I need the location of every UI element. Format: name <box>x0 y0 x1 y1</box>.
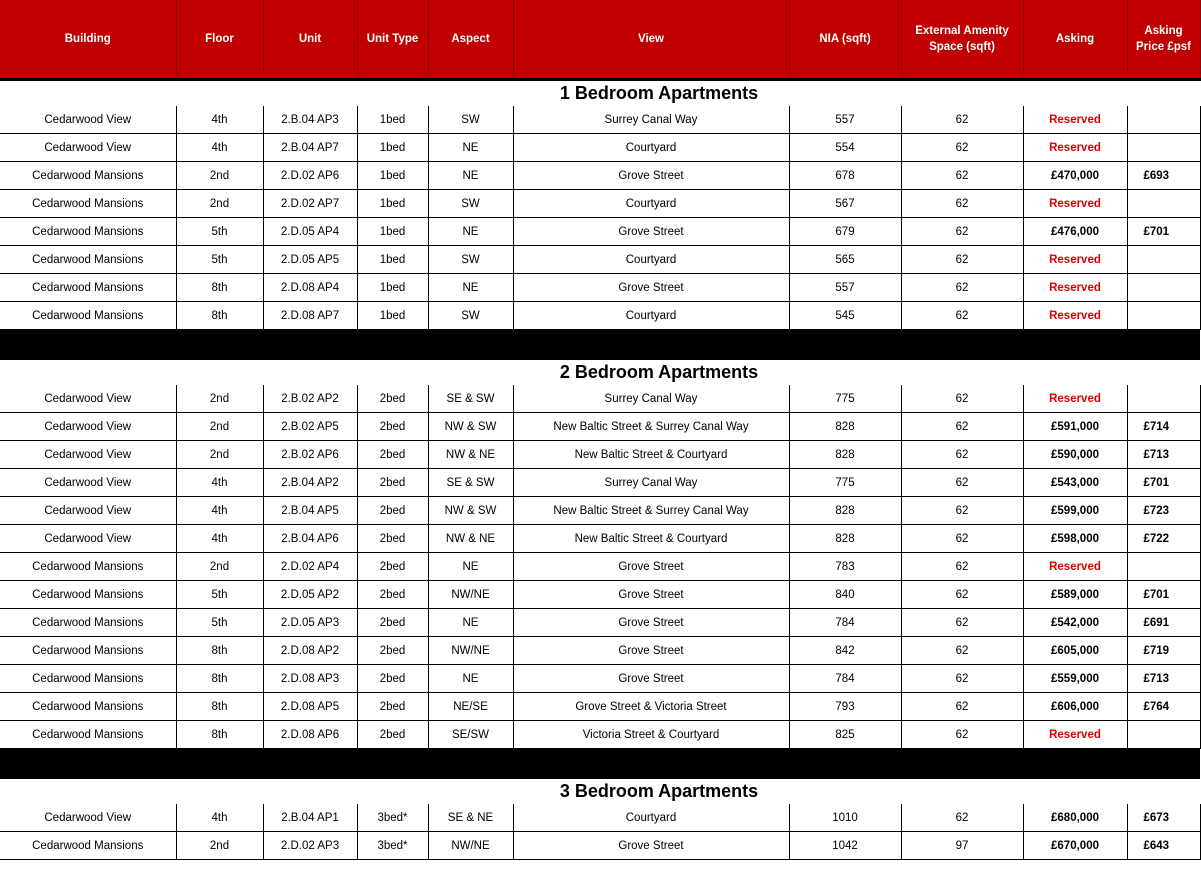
cell-building: Cedarwood Mansions <box>0 553 176 581</box>
cell-asking-psf <box>1127 302 1200 330</box>
section-divider <box>0 749 1200 780</box>
cell-asking-psf <box>1127 246 1200 274</box>
status-reserved: Reserved <box>1023 106 1127 134</box>
cell-aspect: SE & SW <box>428 385 513 413</box>
cell-asking-psf: £693 <box>1127 162 1200 190</box>
cell-unit: 2.D.08 AP6 <box>263 721 357 749</box>
cell-floor: 4th <box>176 525 263 553</box>
table-row <box>0 302 1200 330</box>
cell-floor: 4th <box>176 106 263 134</box>
table-row <box>0 274 1200 302</box>
cell-unit-type: 3bed* <box>357 832 428 860</box>
table-row <box>0 497 1200 525</box>
table-row <box>0 246 1200 274</box>
cell-unit: 2.B.04 AP2 <box>263 469 357 497</box>
cell-floor: 2nd <box>176 441 263 469</box>
cell-unit-type: 2bed <box>357 609 428 637</box>
cell-floor: 2nd <box>176 162 263 190</box>
cell-asking: £590,000 <box>1023 441 1127 469</box>
cell-external-amenity: 62 <box>901 553 1023 581</box>
cell-view: Courtyard <box>513 246 789 274</box>
section-title: 3 Bedroom Apartments <box>559 781 759 801</box>
cell-floor: 8th <box>176 274 263 302</box>
cell-asking-psf: £643 <box>1127 832 1200 860</box>
cell-aspect: NE <box>428 609 513 637</box>
cell-aspect: NW & SW <box>428 413 513 441</box>
cell-asking: £606,000 <box>1023 693 1127 721</box>
cell-unit: 2.B.04 AP1 <box>263 804 357 832</box>
cell-building: Cedarwood Mansions <box>0 832 176 860</box>
cell-floor: 2nd <box>176 413 263 441</box>
cell-asking-psf: £764 <box>1127 693 1200 721</box>
cell-view: Grove Street & Victoria Street <box>513 693 789 721</box>
cell-view: Surrey Canal Way <box>513 469 789 497</box>
cell-external-amenity: 62 <box>901 302 1023 330</box>
cell-nia: 545 <box>789 302 901 330</box>
col-header-unit-type: Unit Type <box>357 0 428 80</box>
cell-unit-type: 2bed <box>357 497 428 525</box>
status-reserved: Reserved <box>1023 385 1127 413</box>
cell-floor: 5th <box>176 581 263 609</box>
col-header-asking: Asking <box>1023 0 1127 80</box>
cell-nia: 557 <box>789 106 901 134</box>
table-row <box>0 721 1200 749</box>
cell-external-amenity: 62 <box>901 469 1023 497</box>
table-row <box>0 553 1200 581</box>
cell-unit-type: 1bed <box>357 162 428 190</box>
cell-building: Cedarwood View <box>0 441 176 469</box>
cell-unit-type: 2bed <box>357 385 428 413</box>
cell-asking: £680,000 <box>1023 804 1127 832</box>
table-row <box>0 413 1200 441</box>
cell-view: New Baltic Street & Courtyard <box>513 441 789 469</box>
section-title: 2 Bedroom Apartments <box>559 362 759 382</box>
cell-asking-psf: £701 <box>1127 469 1200 497</box>
cell-external-amenity: 62 <box>901 413 1023 441</box>
table-row <box>0 525 1200 553</box>
section-title-row <box>0 360 1200 385</box>
cell-external-amenity: 62 <box>901 525 1023 553</box>
cell-unit-type: 1bed <box>357 274 428 302</box>
cell-view: Surrey Canal Way <box>513 385 789 413</box>
cell-unit: 2.D.02 AP3 <box>263 832 357 860</box>
cell-building: Cedarwood Mansions <box>0 190 176 218</box>
cell-aspect: SE & SW <box>428 469 513 497</box>
cell-aspect: NE <box>428 162 513 190</box>
status-reserved: Reserved <box>1023 553 1127 581</box>
cell-external-amenity: 62 <box>901 246 1023 274</box>
cell-floor: 2nd <box>176 553 263 581</box>
cell-aspect: SW <box>428 190 513 218</box>
cell-aspect: NE <box>428 134 513 162</box>
cell-nia: 565 <box>789 246 901 274</box>
cell-unit: 2.D.05 AP5 <box>263 246 357 274</box>
table-row <box>0 832 1200 860</box>
table-row <box>0 665 1200 693</box>
cell-nia: 554 <box>789 134 901 162</box>
cell-view: Grove Street <box>513 637 789 665</box>
section-divider <box>0 330 1200 361</box>
cell-external-amenity: 62 <box>901 218 1023 246</box>
cell-asking-psf <box>1127 385 1200 413</box>
cell-floor: 8th <box>176 665 263 693</box>
cell-asking-psf: £722 <box>1127 525 1200 553</box>
section-title-row <box>0 779 1200 804</box>
cell-unit: 2.B.04 AP6 <box>263 525 357 553</box>
cell-floor: 4th <box>176 804 263 832</box>
cell-external-amenity: 62 <box>901 609 1023 637</box>
cell-aspect: NW/NE <box>428 581 513 609</box>
status-reserved: Reserved <box>1023 302 1127 330</box>
cell-asking: £542,000 <box>1023 609 1127 637</box>
cell-asking-psf: £713 <box>1127 665 1200 693</box>
cell-building: Cedarwood Mansions <box>0 162 176 190</box>
cell-floor: 5th <box>176 218 263 246</box>
status-reserved: Reserved <box>1023 246 1127 274</box>
cell-unit: 2.D.02 AP7 <box>263 190 357 218</box>
cell-external-amenity: 62 <box>901 665 1023 693</box>
cell-nia: 842 <box>789 637 901 665</box>
cell-asking-psf: £723 <box>1127 497 1200 525</box>
cell-view: New Baltic Street & Surrey Canal Way <box>513 497 789 525</box>
cell-building: Cedarwood Mansions <box>0 721 176 749</box>
cell-asking: £589,000 <box>1023 581 1127 609</box>
cell-external-amenity: 62 <box>901 385 1023 413</box>
cell-external-amenity: 62 <box>901 134 1023 162</box>
cell-floor: 2nd <box>176 832 263 860</box>
cell-unit: 2.D.05 AP3 <box>263 609 357 637</box>
cell-unit: 2.D.08 AP2 <box>263 637 357 665</box>
cell-asking-psf: £673 <box>1127 804 1200 832</box>
col-header-building: Building <box>0 0 176 80</box>
cell-building: Cedarwood View <box>0 525 176 553</box>
cell-external-amenity: 62 <box>901 274 1023 302</box>
cell-unit: 2.D.08 AP5 <box>263 693 357 721</box>
col-header-nia: NIA (sqft) <box>789 0 901 80</box>
cell-building: Cedarwood View <box>0 106 176 134</box>
cell-view: Grove Street <box>513 218 789 246</box>
cell-nia: 557 <box>789 274 901 302</box>
status-reserved: Reserved <box>1023 721 1127 749</box>
cell-asking-psf <box>1127 721 1200 749</box>
cell-nia: 784 <box>789 609 901 637</box>
cell-building: Cedarwood View <box>0 413 176 441</box>
cell-aspect: SW <box>428 106 513 134</box>
cell-nia: 828 <box>789 497 901 525</box>
cell-external-amenity: 62 <box>901 497 1023 525</box>
col-header-aspect: Aspect <box>428 0 513 80</box>
cell-nia: 775 <box>789 469 901 497</box>
cell-external-amenity: 62 <box>901 804 1023 832</box>
cell-aspect: NE <box>428 553 513 581</box>
cell-building: Cedarwood View <box>0 497 176 525</box>
cell-nia: 825 <box>789 721 901 749</box>
cell-view: Grove Street <box>513 665 789 693</box>
cell-external-amenity: 62 <box>901 106 1023 134</box>
cell-aspect: SE & NE <box>428 804 513 832</box>
cell-aspect: NE <box>428 274 513 302</box>
cell-view: Courtyard <box>513 134 789 162</box>
cell-asking: £543,000 <box>1023 469 1127 497</box>
table-row <box>0 693 1200 721</box>
cell-unit-type: 2bed <box>357 637 428 665</box>
cell-unit-type: 2bed <box>357 441 428 469</box>
cell-unit-type: 2bed <box>357 469 428 497</box>
cell-nia: 828 <box>789 525 901 553</box>
cell-view: Courtyard <box>513 302 789 330</box>
cell-external-amenity: 62 <box>901 581 1023 609</box>
cell-unit-type: 2bed <box>357 413 428 441</box>
cell-asking: £470,000 <box>1023 162 1127 190</box>
cell-nia: 793 <box>789 693 901 721</box>
cell-building: Cedarwood Mansions <box>0 246 176 274</box>
cell-floor: 5th <box>176 609 263 637</box>
cell-unit: 2.B.04 AP5 <box>263 497 357 525</box>
cell-aspect: SW <box>428 246 513 274</box>
cell-floor: 4th <box>176 469 263 497</box>
cell-building: Cedarwood Mansions <box>0 218 176 246</box>
cell-floor: 2nd <box>176 385 263 413</box>
cell-floor: 8th <box>176 637 263 665</box>
cell-asking-psf: £691 <box>1127 609 1200 637</box>
cell-asking-psf <box>1127 190 1200 218</box>
cell-unit-type: 2bed <box>357 581 428 609</box>
cell-building: Cedarwood Mansions <box>0 693 176 721</box>
cell-aspect: NW/NE <box>428 832 513 860</box>
table-row <box>0 106 1200 134</box>
cell-building: Cedarwood View <box>0 804 176 832</box>
cell-aspect: NW & SW <box>428 497 513 525</box>
cell-unit-type: 1bed <box>357 190 428 218</box>
cell-nia: 840 <box>789 581 901 609</box>
cell-view: New Baltic Street & Surrey Canal Way <box>513 413 789 441</box>
cell-external-amenity: 62 <box>901 693 1023 721</box>
cell-building: Cedarwood Mansions <box>0 274 176 302</box>
section-title: 1 Bedroom Apartments <box>559 83 759 103</box>
cell-view: Grove Street <box>513 553 789 581</box>
cell-unit-type: 1bed <box>357 106 428 134</box>
header-row <box>0 0 1200 80</box>
cell-aspect: SW <box>428 302 513 330</box>
cell-asking: £476,000 <box>1023 218 1127 246</box>
cell-unit-type: 3bed* <box>357 804 428 832</box>
cell-nia: 1010 <box>789 804 901 832</box>
cell-unit: 2.B.02 AP6 <box>263 441 357 469</box>
cell-asking: £670,000 <box>1023 832 1127 860</box>
cell-view: Victoria Street & Courtyard <box>513 721 789 749</box>
cell-building: Cedarwood Mansions <box>0 581 176 609</box>
col-header-external-amenity: External Amenity Space (sqft) <box>901 0 1023 80</box>
table-row <box>0 441 1200 469</box>
cell-unit-type: 2bed <box>357 693 428 721</box>
cell-unit-type: 2bed <box>357 553 428 581</box>
cell-asking-psf <box>1127 106 1200 134</box>
cell-unit-type: 1bed <box>357 134 428 162</box>
cell-building: Cedarwood Mansions <box>0 609 176 637</box>
cell-nia: 828 <box>789 413 901 441</box>
cell-nia: 784 <box>789 665 901 693</box>
cell-nia: 567 <box>789 190 901 218</box>
cell-asking: £605,000 <box>1023 637 1127 665</box>
cell-floor: 8th <box>176 302 263 330</box>
cell-unit: 2.D.02 AP4 <box>263 553 357 581</box>
cell-aspect: SE/SW <box>428 721 513 749</box>
cell-floor: 8th <box>176 693 263 721</box>
cell-asking-psf <box>1127 274 1200 302</box>
section-divider-bar <box>0 749 1200 780</box>
cell-external-amenity: 62 <box>901 190 1023 218</box>
cell-unit: 2.D.05 AP4 <box>263 218 357 246</box>
cell-view: Courtyard <box>513 804 789 832</box>
status-reserved: Reserved <box>1023 134 1127 162</box>
table-body <box>0 80 1200 860</box>
cell-unit-type: 1bed <box>357 246 428 274</box>
cell-external-amenity: 62 <box>901 441 1023 469</box>
cell-unit: 2.B.02 AP2 <box>263 385 357 413</box>
cell-asking-psf: £714 <box>1127 413 1200 441</box>
cell-unit: 2.D.05 AP2 <box>263 581 357 609</box>
cell-floor: 4th <box>176 497 263 525</box>
cell-view: Grove Street <box>513 274 789 302</box>
cell-unit-type: 1bed <box>357 218 428 246</box>
cell-unit: 2.D.08 AP3 <box>263 665 357 693</box>
cell-unit: 2.D.02 AP6 <box>263 162 357 190</box>
cell-nia: 678 <box>789 162 901 190</box>
cell-unit: 2.D.08 AP7 <box>263 302 357 330</box>
section-title-row <box>0 80 1200 107</box>
cell-floor: 4th <box>176 134 263 162</box>
table-row <box>0 190 1200 218</box>
table-row <box>0 385 1200 413</box>
cell-nia: 679 <box>789 218 901 246</box>
cell-nia: 775 <box>789 385 901 413</box>
table-row <box>0 609 1200 637</box>
table-row <box>0 581 1200 609</box>
cell-asking-psf: £719 <box>1127 637 1200 665</box>
cell-external-amenity: 62 <box>901 637 1023 665</box>
cell-asking-psf: £713 <box>1127 441 1200 469</box>
cell-building: Cedarwood View <box>0 385 176 413</box>
cell-external-amenity: 62 <box>901 162 1023 190</box>
cell-asking-psf <box>1127 553 1200 581</box>
cell-aspect: NE/SE <box>428 693 513 721</box>
cell-view: New Baltic Street & Courtyard <box>513 525 789 553</box>
cell-view: Grove Street <box>513 609 789 637</box>
cell-unit: 2.B.02 AP5 <box>263 413 357 441</box>
col-header-view: View <box>513 0 789 80</box>
table-row <box>0 637 1200 665</box>
col-header-unit: Unit <box>263 0 357 80</box>
cell-building: Cedarwood Mansions <box>0 637 176 665</box>
cell-asking: £559,000 <box>1023 665 1127 693</box>
table-row <box>0 218 1200 246</box>
status-reserved: Reserved <box>1023 190 1127 218</box>
cell-aspect: NW/NE <box>428 637 513 665</box>
cell-view: Surrey Canal Way <box>513 106 789 134</box>
table-row <box>0 469 1200 497</box>
cell-asking: £599,000 <box>1023 497 1127 525</box>
cell-unit-type: 2bed <box>357 665 428 693</box>
cell-aspect: NE <box>428 218 513 246</box>
cell-view: Grove Street <box>513 832 789 860</box>
table-row <box>0 804 1200 832</box>
cell-view: Courtyard <box>513 190 789 218</box>
cell-unit: 2.B.04 AP7 <box>263 134 357 162</box>
cell-unit: 2.D.08 AP4 <box>263 274 357 302</box>
cell-aspect: NW & NE <box>428 441 513 469</box>
cell-unit-type: 2bed <box>357 721 428 749</box>
cell-nia: 828 <box>789 441 901 469</box>
cell-asking: £598,000 <box>1023 525 1127 553</box>
cell-view: Grove Street <box>513 581 789 609</box>
cell-aspect: NW & NE <box>428 525 513 553</box>
col-header-floor: Floor <box>176 0 263 80</box>
cell-nia: 1042 <box>789 832 901 860</box>
cell-floor: 2nd <box>176 190 263 218</box>
cell-building: Cedarwood Mansions <box>0 302 176 330</box>
cell-asking-psf <box>1127 134 1200 162</box>
cell-unit: 2.B.04 AP3 <box>263 106 357 134</box>
section-divider-bar <box>0 330 1200 361</box>
cell-asking-psf: £701 <box>1127 581 1200 609</box>
cell-view: Grove Street <box>513 162 789 190</box>
col-header-asking-psf: Asking Price £psf <box>1127 0 1200 80</box>
cell-floor: 5th <box>176 246 263 274</box>
cell-unit-type: 2bed <box>357 525 428 553</box>
cell-asking: £591,000 <box>1023 413 1127 441</box>
cell-building: Cedarwood Mansions <box>0 665 176 693</box>
table-row <box>0 162 1200 190</box>
cell-building: Cedarwood View <box>0 469 176 497</box>
cell-aspect: NE <box>428 665 513 693</box>
cell-building: Cedarwood View <box>0 134 176 162</box>
cell-external-amenity: 62 <box>901 721 1023 749</box>
status-reserved: Reserved <box>1023 274 1127 302</box>
cell-floor: 8th <box>176 721 263 749</box>
cell-unit-type: 1bed <box>357 302 428 330</box>
cell-nia: 783 <box>789 553 901 581</box>
cell-asking-psf: £701 <box>1127 218 1200 246</box>
table-row <box>0 134 1200 162</box>
cell-external-amenity: 97 <box>901 832 1023 860</box>
